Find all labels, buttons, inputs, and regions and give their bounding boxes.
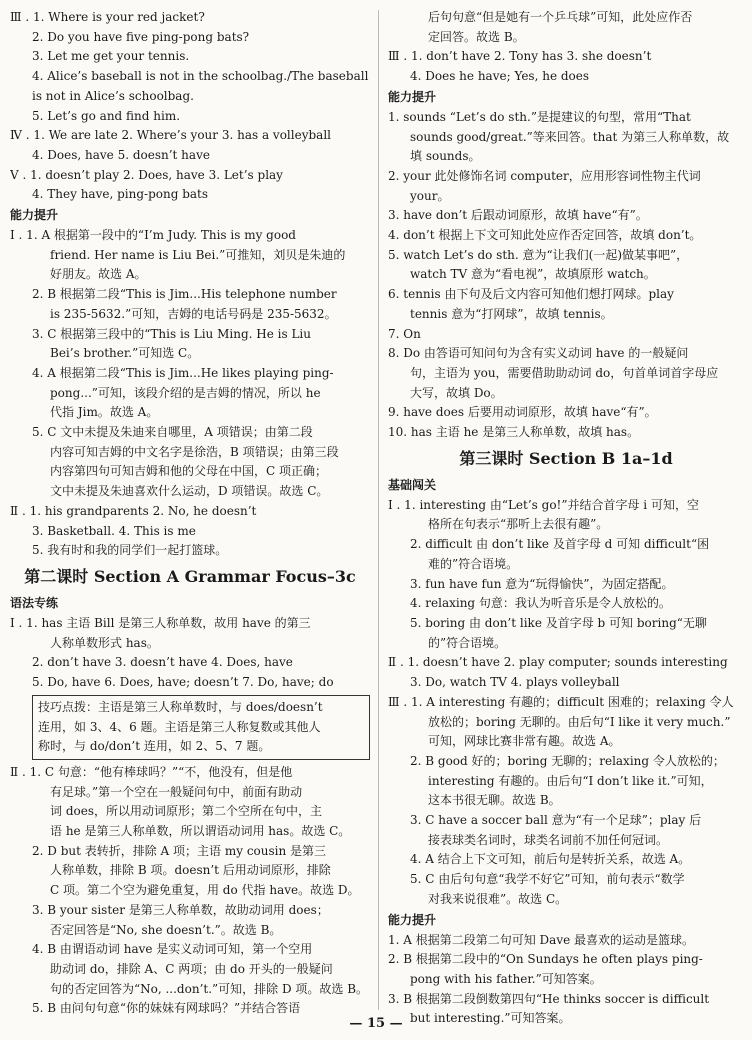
answer-line: but interesting.”可知答案。 xyxy=(410,1011,571,1026)
column-divider xyxy=(378,10,379,1010)
answer-line: 5. boring 由 don’t like 及首字母 b 可知 boring“无聊 xyxy=(410,615,707,630)
section-heading: 能力提升 xyxy=(388,89,437,104)
answer-line: 定回答。故选 B。 xyxy=(428,29,525,44)
answer-line: 人称单数形式 has。 xyxy=(50,635,159,650)
answer-line: 3. fun have fun 意为“玩得愉快”，为固定搭配。 xyxy=(410,576,674,591)
answer-line: Ⅱ . 1. C 句意：“他有棒球吗？”“不，他没有，但是他 xyxy=(10,764,293,779)
answer-line: 放松的；boring 无聊的。由后句“I like it very much.” xyxy=(428,714,731,729)
answer-line: 4. relaxing 句意：我认为听音乐是令人放松的。 xyxy=(410,596,671,611)
answer-line: 8. Do 由答语可知问句为含有实义动词 have 的一般疑问 xyxy=(388,346,689,361)
answer-line: 2. D but 表转折，排除 A 项；主语 my cousin 是第三 xyxy=(32,843,327,858)
answer-line: is not in Alice’s schoolbag. xyxy=(32,88,194,103)
answer-line: 语 he 是第三人称单数，所以谓语动词用 has。故选 C。 xyxy=(50,824,351,839)
tip-line: 技巧点拨：主语是第三人称单数时，与 does/doesn’t xyxy=(38,699,323,714)
answer-line: 助动词 do，排除 A、C 两项；由 do 开头的一般疑问 xyxy=(50,961,333,976)
answer-line: your。 xyxy=(410,188,450,203)
lesson-title: 第三课时 Section B 1a–1d xyxy=(459,448,673,468)
answer-line: 难的”符合语境。 xyxy=(428,556,519,571)
answer-line: 3. C have a soccer ball 意为“有一个足球”；play 后 xyxy=(410,813,702,828)
answer-line: 接表球类名词时，球类名词前不加任何冠词。 xyxy=(428,832,669,847)
answer-line: friend. Her name is Liu Bei.”可推知，刘贝是朱迪的 xyxy=(50,247,346,262)
answer-line: 格所在句表示“那听上去很有趣”。 xyxy=(428,517,609,532)
answer-line: 5. C 由后句句意“我学不好它”可知，前句表示“数学 xyxy=(410,872,685,887)
answer-line: Ⅰ . 1. interesting 由“Let’s go!”并结合首字母 i 可知，空 xyxy=(388,497,699,512)
answer-line: Ⅱ . 1. doesn’t have 2. play computer; sounds interesting xyxy=(388,655,728,670)
answer-line: 3. B 根据第二段倒数第四句“He thinks soccer is difficult xyxy=(388,991,710,1006)
answer-line: 4. A 结合上下文可知，前后句是转折关系，故选 A。 xyxy=(410,852,691,867)
answer-line: 10. has 主语 he 是第三人称单数，故填 has。 xyxy=(388,425,640,440)
answer-line: 5. watch Let’s do sth. 意为“让我们(一起)做某事吧”， xyxy=(388,247,689,262)
answer-line: 句的否定回答为“No, ...don’t.”可知，排除 D 项。故选 B。 xyxy=(50,981,369,996)
answer-line: 5. Do, have 6. Does, have; doesn’t 7. Do, have; do xyxy=(32,675,334,690)
answer-line: 2. B 根据第二段中的“On Sundays he often plays ping- xyxy=(388,952,703,967)
answer-line: 3. C 根据第三段中的“This is Liu Ming. He is Liu xyxy=(32,326,311,341)
answer-line: 这本书很无聊。故选 B。 xyxy=(428,793,561,808)
answer-line: Ⅰ . 1. A 根据第一段中的“I’m Judy. This is my good xyxy=(10,228,296,243)
answer-line: is 235-5632.”可知，吉姆的电话号码是 235-5632。 xyxy=(50,306,337,321)
answer-line: pong with his father.”可知答案。 xyxy=(410,971,602,986)
lesson-title: 第二课时 Section A Grammar Focus–3c xyxy=(24,566,356,586)
answer-line: 7. On xyxy=(388,326,421,341)
answer-line: 4. Does, have 5. doesn’t have xyxy=(32,147,210,162)
answer-line: 代指 Jim。故选 A。 xyxy=(50,405,159,420)
answer-line: 填 sounds。 xyxy=(410,149,481,164)
page-number: — 15 — xyxy=(349,1016,403,1031)
answer-line: Ⅲ . 1. don’t have 2. Tony has 3. she doesn’t xyxy=(388,49,652,64)
answer-line: 的”符合语境。 xyxy=(428,635,507,650)
answer-line: 2. your 此处修饰名词 computer，应用形容词性物主代词 xyxy=(388,168,701,183)
answer-line: 6. tennis 由下句及后文内容可知他们想打网球。play xyxy=(388,287,674,302)
section-heading: 基础闯关 xyxy=(388,477,437,492)
answer-line: 2. B 根据第二段“This is Jim...His telephone number xyxy=(32,287,337,302)
answer-line: pong...”可知，该段介绍的是吉姆的情况，所以 he xyxy=(50,385,321,400)
answer-line: 好朋友。故选 A。 xyxy=(50,267,147,282)
answer-line: 可知，网球比赛非常有趣。故选 A。 xyxy=(428,734,621,749)
answer-line: 4. B 由谓语动词 have 是实义动词可知，第一个空用 xyxy=(32,942,313,957)
section-heading: 语法专练 xyxy=(10,595,59,610)
answer-line: 人称单数，排除 B 项。doesn’t 后用动词原形，排除 xyxy=(50,863,331,878)
answer-line: 2. Do you have five ping-pong bats? xyxy=(32,29,250,44)
answer-line: 5. B 由问句句意“你的妹妹有网球吗？”并结合答语 xyxy=(32,1001,301,1016)
answer-line: 1. A 根据第二段第二句可知 Dave 最喜欢的运动是篮球。 xyxy=(388,932,695,947)
answer-line: Ⅲ . 1. A interesting 有趣的；difficult 困难的；relaxing 令人 xyxy=(388,694,734,709)
answer-line: 4. don’t 根据上下文可知此处应作否定回答，故填 don’t。 xyxy=(388,228,702,243)
answer-line: 有足球。”第一个空在一般疑问句中，前面有助动 xyxy=(50,784,303,799)
answer-line: 文中未提及朱迪喜欢什么运动，D 项错误。故选 C。 xyxy=(50,484,329,499)
answer-line: 2. B good 好的；boring 无聊的；relaxing 令人放松的； xyxy=(410,753,725,768)
answer-line: 内容第四句可知吉姆和他的父母在中国，C 项正确； xyxy=(50,464,327,479)
answer-line: 对我来说很难”。故选 C。 xyxy=(428,891,568,906)
answer-line: 4. Does he have; Yes, he does xyxy=(410,69,590,84)
answer-line: Ⅳ . 1. We are late 2. Where’s your 3. has a volleyball xyxy=(10,128,331,143)
answer-line: tennis 意为“打网球”，故填 tennis。 xyxy=(410,306,613,321)
answer-line: 否定回答是“No, she doesn’t.”。故选 B。 xyxy=(50,922,282,937)
answer-line: 2. don’t have 3. doesn’t have 4. Does, have xyxy=(32,655,293,670)
tip-line: 称时，与 do/don’t 连用，如 2、5、7 题。 xyxy=(38,739,271,754)
answer-line: 内容可知吉姆的中文名字是徐浩，B 项错误；由第三段 xyxy=(50,444,339,459)
tip-line: 连用，如 3、4、6 题。主语是第三人称复数或其他人 xyxy=(38,719,321,734)
answer-line: 5. 我有时和我的同学们一起打篮球。 xyxy=(32,543,228,558)
answer-line: Ⅱ . 1. his grandparents 2. No, he doesn’t xyxy=(10,503,257,518)
answer-line: interesting 有趣的。由后句“I don’t like it.”可知， xyxy=(428,773,713,788)
tip-box xyxy=(32,695,370,760)
answer-line: 1. sounds “Let’s do sth.”是提建议的句型，常用“That xyxy=(388,109,691,124)
answer-line: 大写，故填 Do。 xyxy=(410,385,503,400)
answer-line: watch TV 意为“看电视”，故填原形 watch。 xyxy=(410,267,656,282)
answer-line: 3. B your sister 是第三人称单数，故助动词用 does； xyxy=(32,902,329,917)
answer-line: 3. Let me get your tennis. xyxy=(32,49,190,64)
right-column xyxy=(388,8,744,1029)
answer-line: 后句句意“但是她有一个乒乓球”可知，此处应作否 xyxy=(428,10,693,24)
answer-line: 2. difficult 由 don’t like 及首字母 d 可知 difficult“困 xyxy=(410,537,710,552)
answer-line: 3. Basketball. 4. This is me xyxy=(32,523,196,538)
answer-line: 4. A 根据第二段“This is Jim...He likes playing ping- xyxy=(32,365,334,380)
answer-line: 4. Alice’s baseball is not in the schoolbag./The baseball xyxy=(32,69,369,84)
answer-line: 5. C 文中未提及朱迪来自哪里，A 项错误；由第二段 xyxy=(32,425,313,440)
answer-line: Ⅴ . 1. doesn’t play 2. Does, have 3. Let’s play xyxy=(10,167,283,182)
answer-line: C 项。第二个空为避免重复，用 do 代指 have。故选 D。 xyxy=(50,883,360,898)
answer-line: 5. Let’s go and find him. xyxy=(32,108,181,123)
answer-line: Ⅲ . 1. Where is your red jacket? xyxy=(10,10,205,24)
left-column xyxy=(10,8,370,1019)
answer-line: 词 does，所以用动词原形；第二个空所在句中，主 xyxy=(50,804,322,819)
answer-line: 4. They have, ping-pong bats xyxy=(32,187,209,202)
section-heading: 能力提升 xyxy=(388,912,437,927)
section-heading: 能力提升 xyxy=(10,208,59,223)
answer-line: Bei’s brother.”可知选 C。 xyxy=(50,346,200,361)
answer-line: 3. have don’t 后跟动词原形，故填 have“有”。 xyxy=(388,208,648,223)
answer-line: sounds good/great.”等来回答。that 为第三人称单数，故 xyxy=(410,129,730,144)
answer-line: 句，主语为 you，需要借助助动词 do，句首单词首字母应 xyxy=(410,365,719,380)
answer-line: Ⅰ . 1. has 主语 Bill 是第三人称单数，故用 have 的第三 xyxy=(10,615,311,630)
answer-line: 9. have does 后要用动词原形，故填 have“有”。 xyxy=(388,405,657,420)
answer-line: 3. Do, watch TV 4. plays volleyball xyxy=(410,675,620,690)
